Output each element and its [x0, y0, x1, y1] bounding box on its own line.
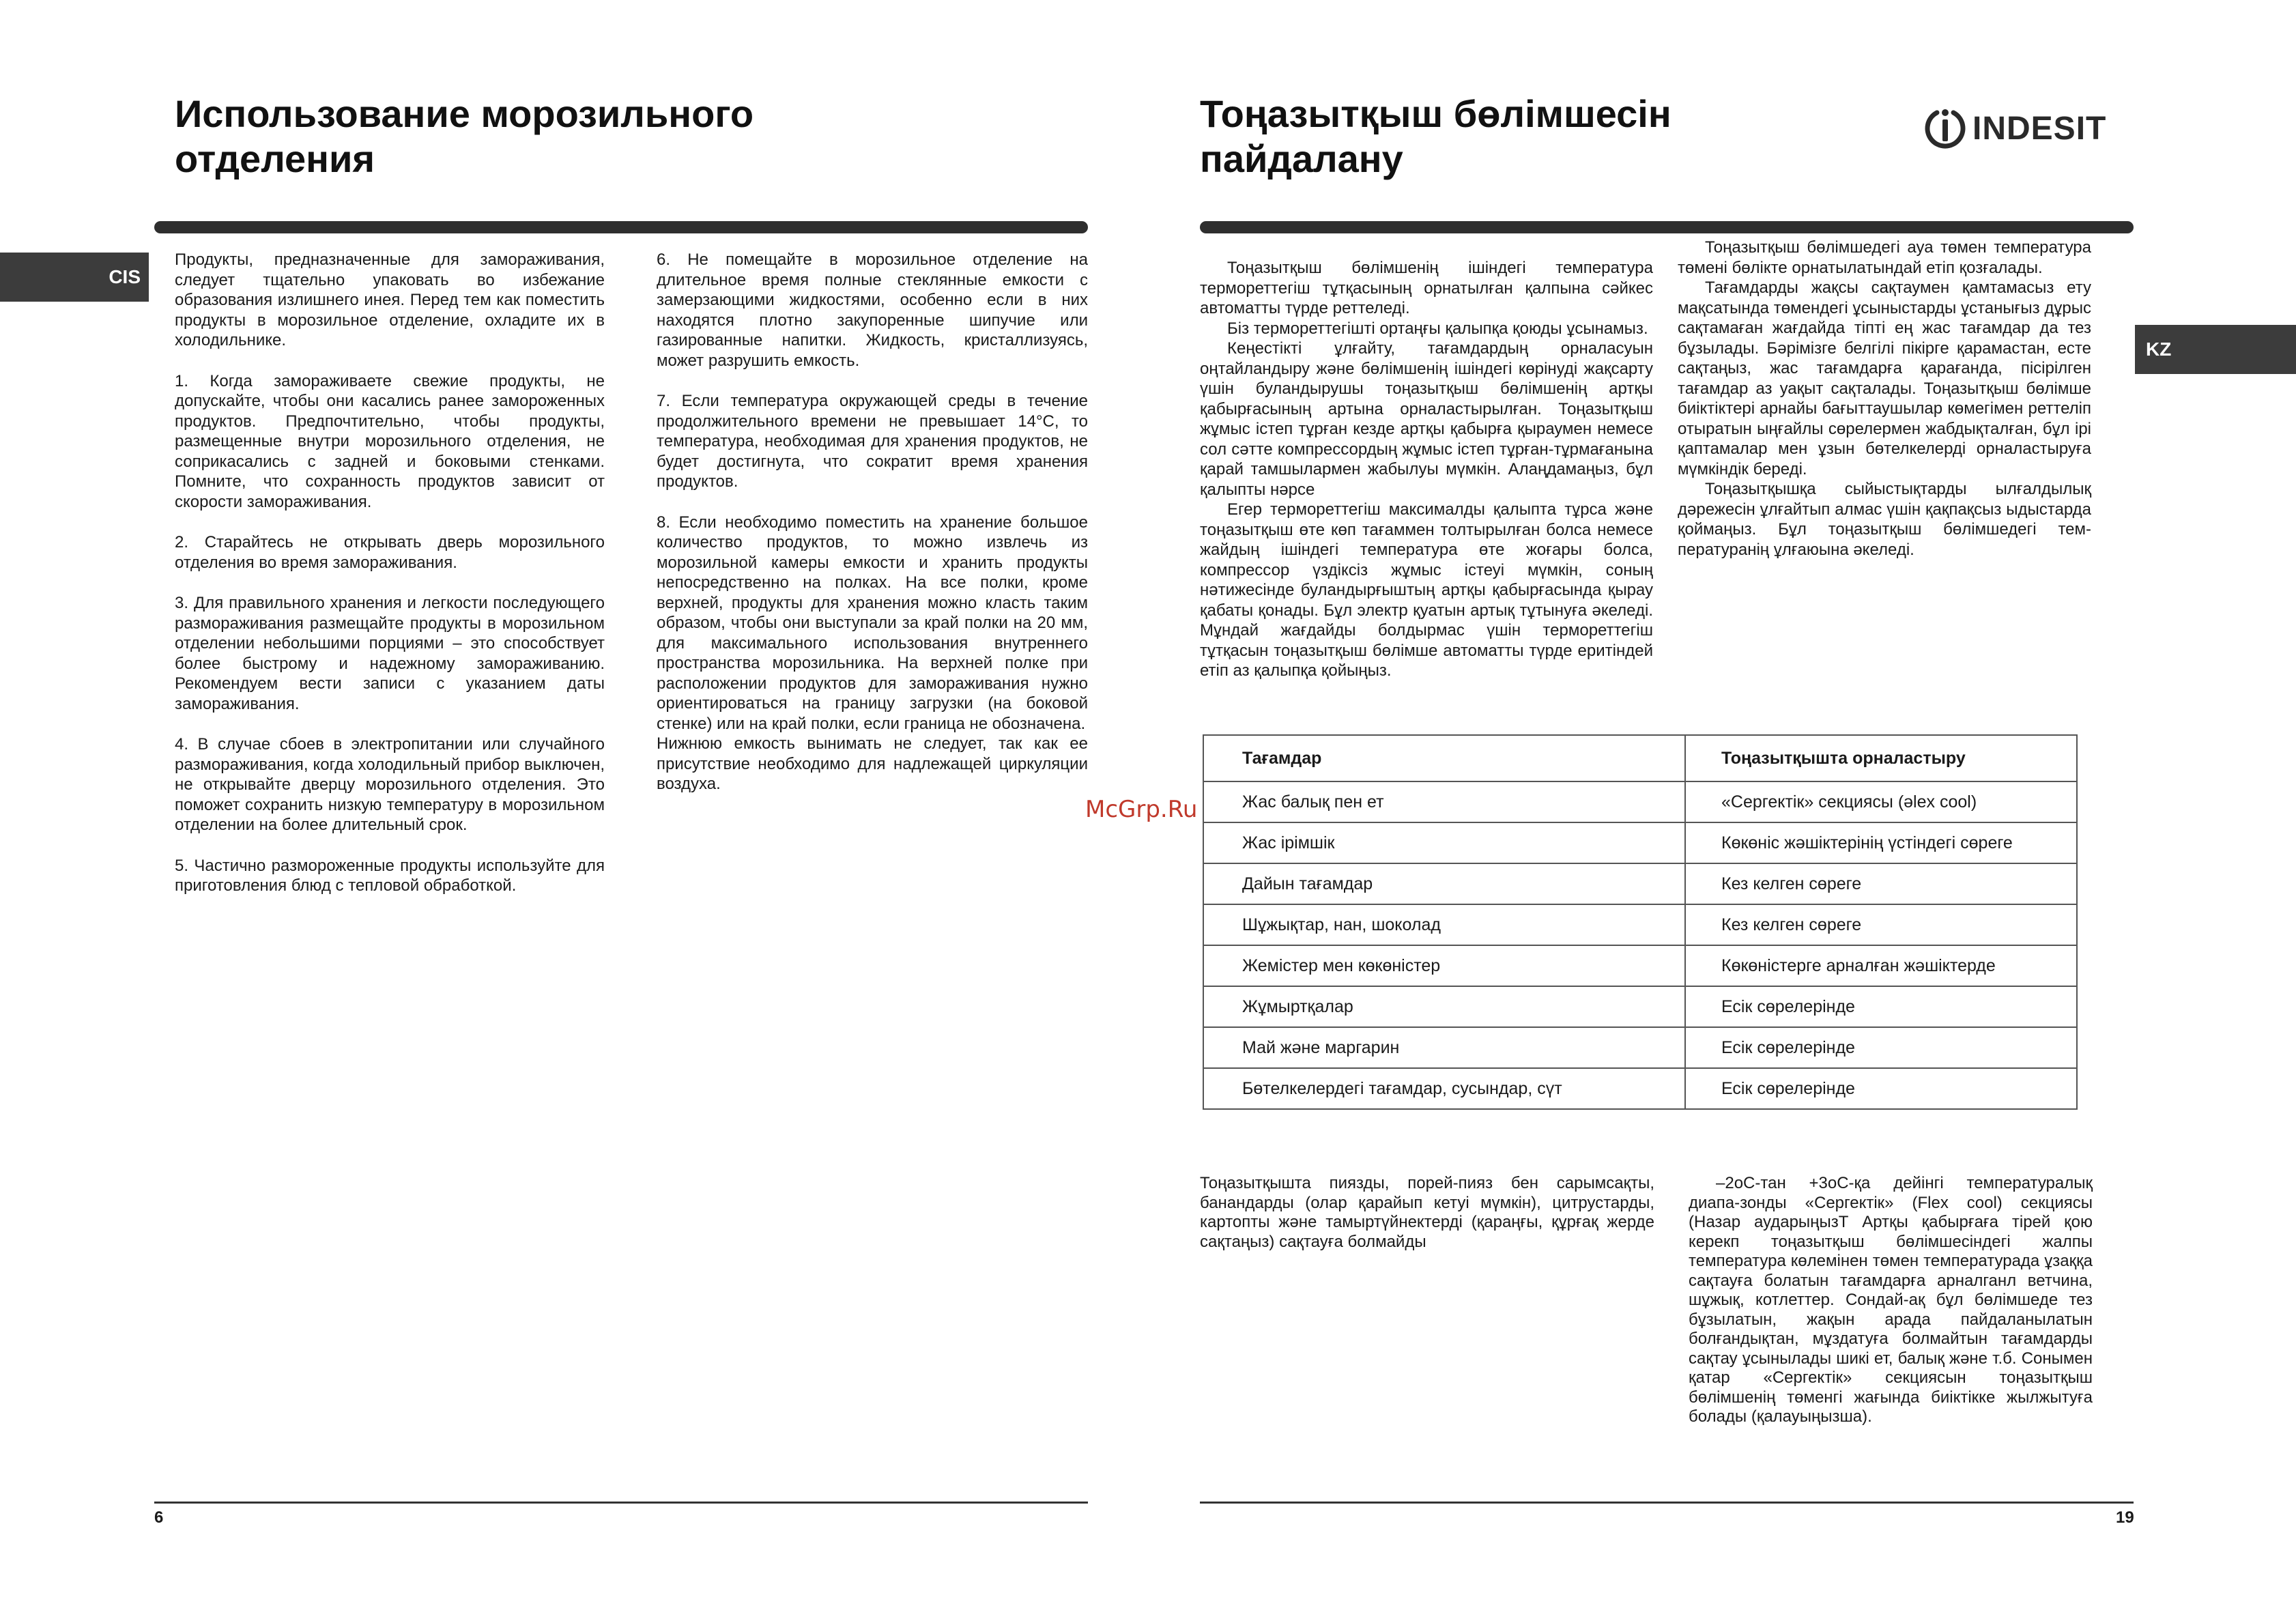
right-column-1	[1200, 258, 1653, 681]
right-page-title	[1200, 91, 1882, 182]
storage-warning-text: Тоңазытқышта пиязды, порей-пияз бен сарымсақты, банандарды (олар қарайып кетуі мүмкін), цитрустарды, картопты және тамыртүйнектерді (қараңғы, құрғақ жерде сақтаңыз) сақтауға болмайды	[1200, 1174, 1654, 1251]
paragraph: Тоңазытқыш бөлімшедегі ауа төмен температура төмені бөлікте орнатылатындай етіп қозғалады.	[1678, 238, 2091, 277]
left-title-line1: Использование морозильного	[175, 92, 754, 135]
column-header-placement: Тоңазытқышта орналастыру	[1685, 735, 2077, 781]
paragraph: 2. Старайтесь не открывать дверь морозильного отделения во время замораживания.	[175, 533, 605, 572]
food-storage-table	[1203, 734, 2078, 1110]
kz-tab-label: KZ	[2146, 339, 2172, 360]
paragraph: Тоңазытқыш бөлімшенің ішіндегі температура термореттегіш тұтқасының орнатылған қалпына сәйкес автоматты түрде реттеледі.	[1200, 259, 1653, 317]
paragraph: Продукты, предназначенные для замораживания, следует тщательно упаковать во избежание образования излишнего инея. Перед тем как поместить продукты в морозильное отделение, охладите их в холодильнике.	[175, 250, 605, 349]
cis-tab-label: CIS	[109, 266, 141, 287]
table-cell: Жемістер мен көкөністер	[1203, 945, 1685, 986]
paragraph: 6. Не помещайте в морозильное отделение на длительное время полные стеклянные емкости с замерзающими жидкостями, особенно если в них находятся плотно закупоренные шипучие или газированные напитки. Жидкость, кристаллизуясь, может разрушить емкость.	[657, 250, 1088, 370]
right-footer-divider	[1200, 1502, 2134, 1504]
table-cell: «Сергектік» секциясы (әlex cool)	[1685, 781, 2077, 822]
left-column-2	[657, 250, 1088, 815]
table-row	[1203, 986, 2077, 1027]
table-row	[1203, 863, 2077, 904]
left-page-title	[175, 91, 1062, 182]
paragraph: 8. Если необходимо поместить на хранение большое количество продуктов, то можно извлечь из морозильной камеры емкости и хранить продукты непосредственно на полках. На все полки, кроме верхней, продукты для хранения можно класть таким образом, чтобы они выступали за край полки на 20 мм, для максимального использования внутреннего пространства морозильника. На верхней полке при расположении продуктов для замораживания нужно ориентироваться на границу загрузки (на боковой стенке) или на край полки, если граница не обозначена.	[657, 513, 1088, 733]
table-header-row	[1203, 735, 2077, 781]
paragraph: 4. В случае сбоев в электропитании или случайного размораживания, когда холодильный прибор выключен, не открывайте дверцу морозильного отделения. Это поможет сохранить низкую температуру в морозильном отделении на более длительный срок.	[175, 735, 605, 834]
paragraph: Кеңестікті ұлғайту, тағамдардың орналасуын оңтайландыру және бөлімшенің ішіндегі көрінуді жақсарту үшін буландырушы тоңазытқыш бөлімшенің артқы қабырғасының артына орналастырылған. Тоңазытқыш жұмыс істеп тұрған кезде артқы қабырға қыраумен немесе сол сәтте компрессордың жұмыс істеп тұрған-тұрмағанына қарай тамшылармен жабылуы мүмкін. Алаңдамаңыз, бұл қалыпты нәрсе	[1200, 339, 1653, 499]
table-cell: Жұмыртқалар	[1203, 986, 1685, 1027]
brand-name: INDESIT	[1972, 110, 2107, 147]
watermark: McGrp.Ru	[1085, 796, 1198, 823]
right-title-line2: пайдалану	[1200, 137, 1403, 180]
table-row	[1203, 822, 2077, 863]
table-cell: Есік сөрелерінде	[1685, 1027, 2077, 1068]
left-footer-divider	[154, 1502, 1088, 1504]
table-row	[1203, 1027, 2077, 1068]
table-row	[1203, 904, 2077, 945]
table-cell: Көкөністерге арналған жәшіктерде	[1685, 945, 2077, 986]
table-row	[1203, 945, 2077, 986]
left-title-line2: отделения	[175, 137, 375, 180]
paragraph: Тағамдарды жақсы сақтаумен қамтамасыз ету мақсатында төмендегі ұсыныстарды ұстанығыз дұрыс сақтамаған жағдайда тіпті ең жас тағамдар да тез бұзылады. Бәрімізге белгілі пікірге қарамастан, есте сақтаңыз, жас тағамдарға қарағанда, пісірілген тағамдар аз уақыт сақталады. Тоңазытқыш бөлімше биіктіктері арнайы бағыттаушылар көмегімен реттеліп отыратын ыңғайлы сөрелермен жабдықталған, бұл ірі қаптамалар мен ұзын бөтелкелерді орналастыруға мүмкіндік береді.	[1678, 278, 2091, 478]
paragraph: Егер термореттегіш максималды қалыпта тұрса және тоңазытқыш өте көп тағаммен толтырылған болса немесе жайдың ішіндегі температура өте жоғары болса, компрессор үздіксіз жұмыс істеуі мүмкін, соның нәтижесінде буландырғыштың артқы қабырғасында қырау қабаты қонады. Бұл электр қуатын артық тұтынуға әкеледі. Мұндай жағдайды болдырмас үшін термореттегіш тұтқасын тоңазытқыш бөлімше автоматты түрде еритіндей етіп аз қалыпқа қойыңыз.	[1200, 500, 1653, 680]
flex-cool-text: –2оС-тан +3оС-қа дейінгі температуралық диапа-зонды «Сергектік» (Flex cool) секциясы (Назар аударыңызТ Артқы қабырғаға тірей қою керекп тоңазытқыш бөлімшесіндегі жалпы температура көлемінен төмен температурада ұзаққа сақтауға болатын тағамдарға арналганл ветчина, шұжық, котлеттер. Сондай-ақ бұл бөлімшеде тез бұзылатын, жақын арада пайдаланылатын болғандықтан, мұздатуға болмайтын тағамдарды сақтау ұсынылады шикі ет, балық және т.б. Сонымен қатар «Сергектік» секциясын тоңазытқыш бөлімшенің төменгі жағында биіктікке жылжытуға болады (қалауыңызша).	[1689, 1174, 2093, 1426]
paragraph: 1. Когда замораживаете свежие продукты, не допускайте, чтобы они касались ранее замороженных продуктов. Предпочтительно, чтобы продукты, размещенные внутри морозильного отделения, не соприкасались с задней и боковыми стенками. Помните, что сохранность продуктов зависит от скорости замораживания.	[175, 371, 605, 511]
brand-logo	[1923, 101, 2116, 156]
paragraph: 7. Если температура окружающей среды в течение продолжительного времени не превышает 14°C, то температура, необходимая для хранения продуктов, не будет достигнута, что сократит время хранения продуктов.	[657, 392, 1088, 491]
indesit-logo-icon	[1923, 103, 1967, 154]
table-cell: Дайын тағамдар	[1203, 863, 1685, 904]
table-cell: Көкөніс жәшіктерінің үстіндегі сөреге	[1685, 822, 2077, 863]
table-cell: Есік сөрелерінде	[1685, 986, 2077, 1027]
right-header-divider	[1200, 221, 2134, 233]
table-cell: Кез келген сөреге	[1685, 904, 2077, 945]
table-cell: Кез келген сөреге	[1685, 863, 2077, 904]
paragraph: 5. Частично размороженные продукты используйте для приготовления блюд с тепловой обработкой.	[175, 856, 605, 895]
left-column-1	[175, 250, 605, 917]
cis-section-tab	[0, 253, 149, 302]
left-page-number: 6	[154, 1508, 164, 1527]
column-header-food: Тағамдар	[1203, 735, 1685, 781]
table-cell: Есік сөрелерінде	[1685, 1068, 2077, 1109]
paragraph: 3. Для правильного хранения и легкости последующего размораживания размещайте продукты в морозильном отделении небольшими порциями – это способствует более быстрому и надежному замораживанию. Рекомендуем вести записи с указанием даты замораживания.	[175, 594, 605, 713]
paragraph: Біз термореттегішті ортаңғы қалыпқа қоюды ұсынамыз.	[1227, 319, 1648, 338]
paragraph: Тоңазытқышқа сыйыстықтарды ылғалдылық дәрежесін ұлғайтып алмас үшін қақпақсыз ыдыстарда қоймаңыз. Бұл тоңазытқыш бөлімшедегі тем-пературанің ұлғаюына әкеледі.	[1678, 480, 2091, 559]
paragraph: Нижнюю емкость вынимать не следует, так как ее присутствие необходимо для надлежащей циркуляции воздуха.	[657, 734, 1088, 793]
right-column-2	[1678, 238, 2091, 560]
kz-section-tab	[2135, 325, 2296, 374]
right-title-line1: Тоңазытқыш бөлімшесін	[1200, 92, 1671, 135]
table-row	[1203, 1068, 2077, 1109]
table-row	[1203, 781, 2077, 822]
table-cell: Бөтелкелердегі тағамдар, сусындар, сүт	[1203, 1068, 1685, 1109]
left-header-divider	[154, 221, 1088, 233]
table-cell: Жас балық пен ет	[1203, 781, 1685, 822]
table-cell: Шұжықтар, нан, шоколад	[1203, 904, 1685, 945]
table-cell: Май және маргарин	[1203, 1027, 1685, 1068]
table-cell: Жас ірімшік	[1203, 822, 1685, 863]
right-page-number: 19	[2116, 1508, 2134, 1527]
